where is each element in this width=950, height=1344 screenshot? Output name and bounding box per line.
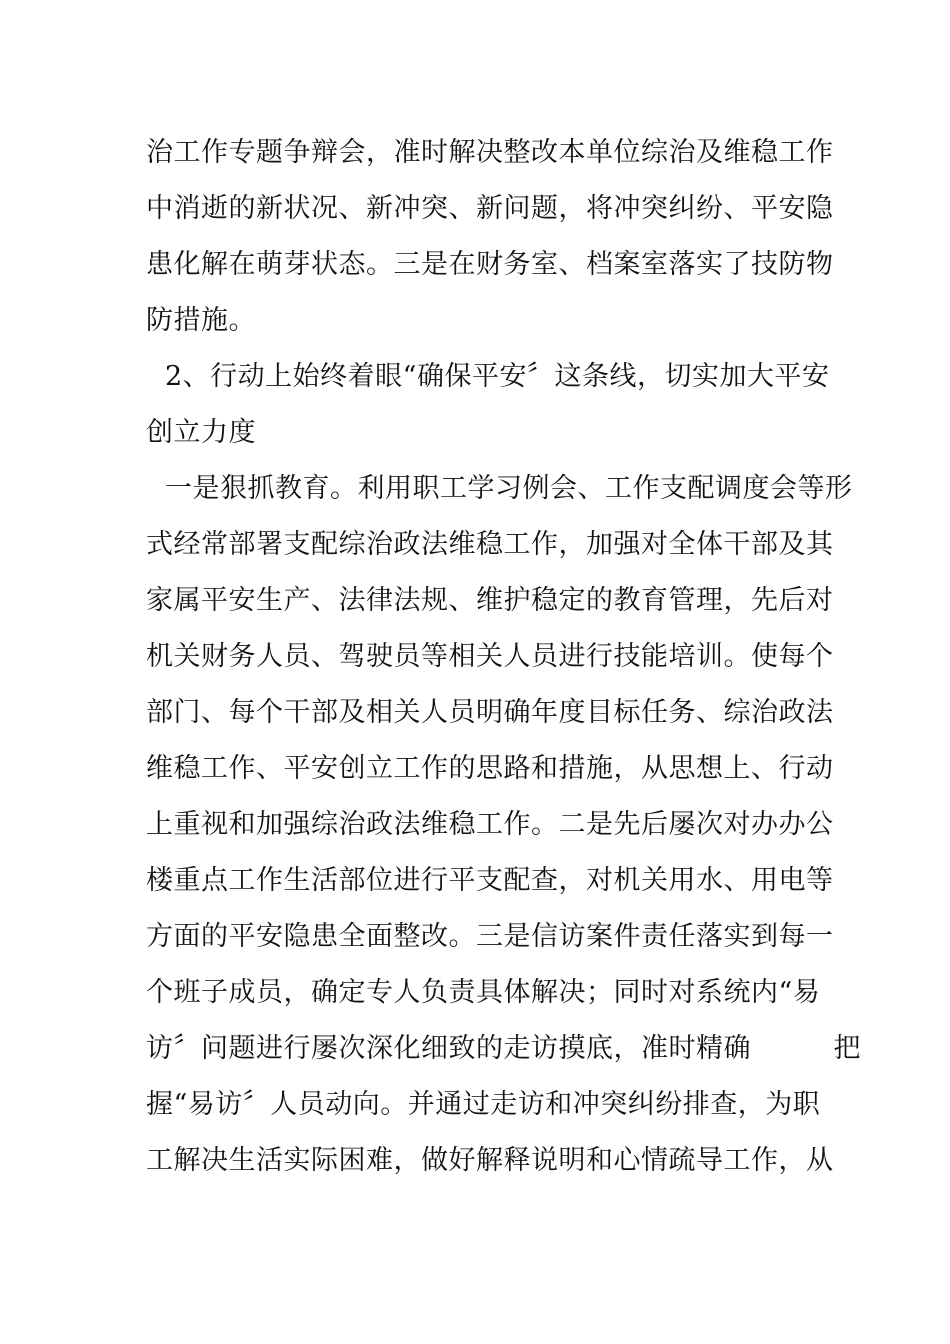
text-line: 维稳工作、平安创立工作的思路和措施，从思想上、行动 — [146, 753, 834, 784]
text-line: 家属平安生产、法律法规、维护稳定的教育管理，先后对 — [146, 585, 834, 616]
text-line: 访〞问题进行屡次深化细致的走访摸底，准时精确 把 — [146, 1033, 861, 1064]
text-line: 一是狠抓教育。利用职工学习例会、工作支配调度会等形 — [165, 473, 853, 504]
text-line: 中消逝的新状况、新冲突、新问题，将冲突纠纷、平安隐 — [146, 193, 834, 224]
text-line: 治工作专题争辩会，准时解决整改本单位综治及维稳工作 — [146, 137, 834, 168]
text-line: 方面的平安隐患全面整改。三是信访案件责任落实到每一 — [146, 921, 834, 952]
text-line: 患化解在萌芽状态。三是在财务室、档案室落实了技防物 — [146, 249, 834, 280]
text-line: 个班子成员，确定专人负责具体解决；同时对系统内“易 — [146, 977, 821, 1008]
section-heading: 2、行动上始终着眼“确保平安〞这条线，切实加大平安 — [165, 361, 830, 392]
text-line: 式经常部署支配综治政法维稳工作，加强对全体干部及其 — [146, 529, 834, 560]
text-line: 握“易访〞人员动向。并通过走访和冲突纠纷排查，为职 — [146, 1089, 821, 1120]
section-heading-cont: 创立力度 — [146, 417, 256, 448]
text-line: 部门、每个干部及相关人员明确年度目标任务、综治政法 — [146, 697, 834, 728]
text-line: 机关财务人员、驾驶员等相关人员进行技能培训。使每个 — [146, 641, 834, 672]
text-line: 防措施。 — [146, 305, 256, 336]
text-line: 楼重点工作生活部位进行平支配查，对机关用水、用电等 — [146, 865, 834, 896]
text-line: 工解决生活实际困难，做好解释说明和心情疏导工作，从 — [146, 1145, 834, 1176]
text-line: 上重视和加强综治政法维稳工作。二是先后屡次对办办公 — [146, 809, 834, 840]
